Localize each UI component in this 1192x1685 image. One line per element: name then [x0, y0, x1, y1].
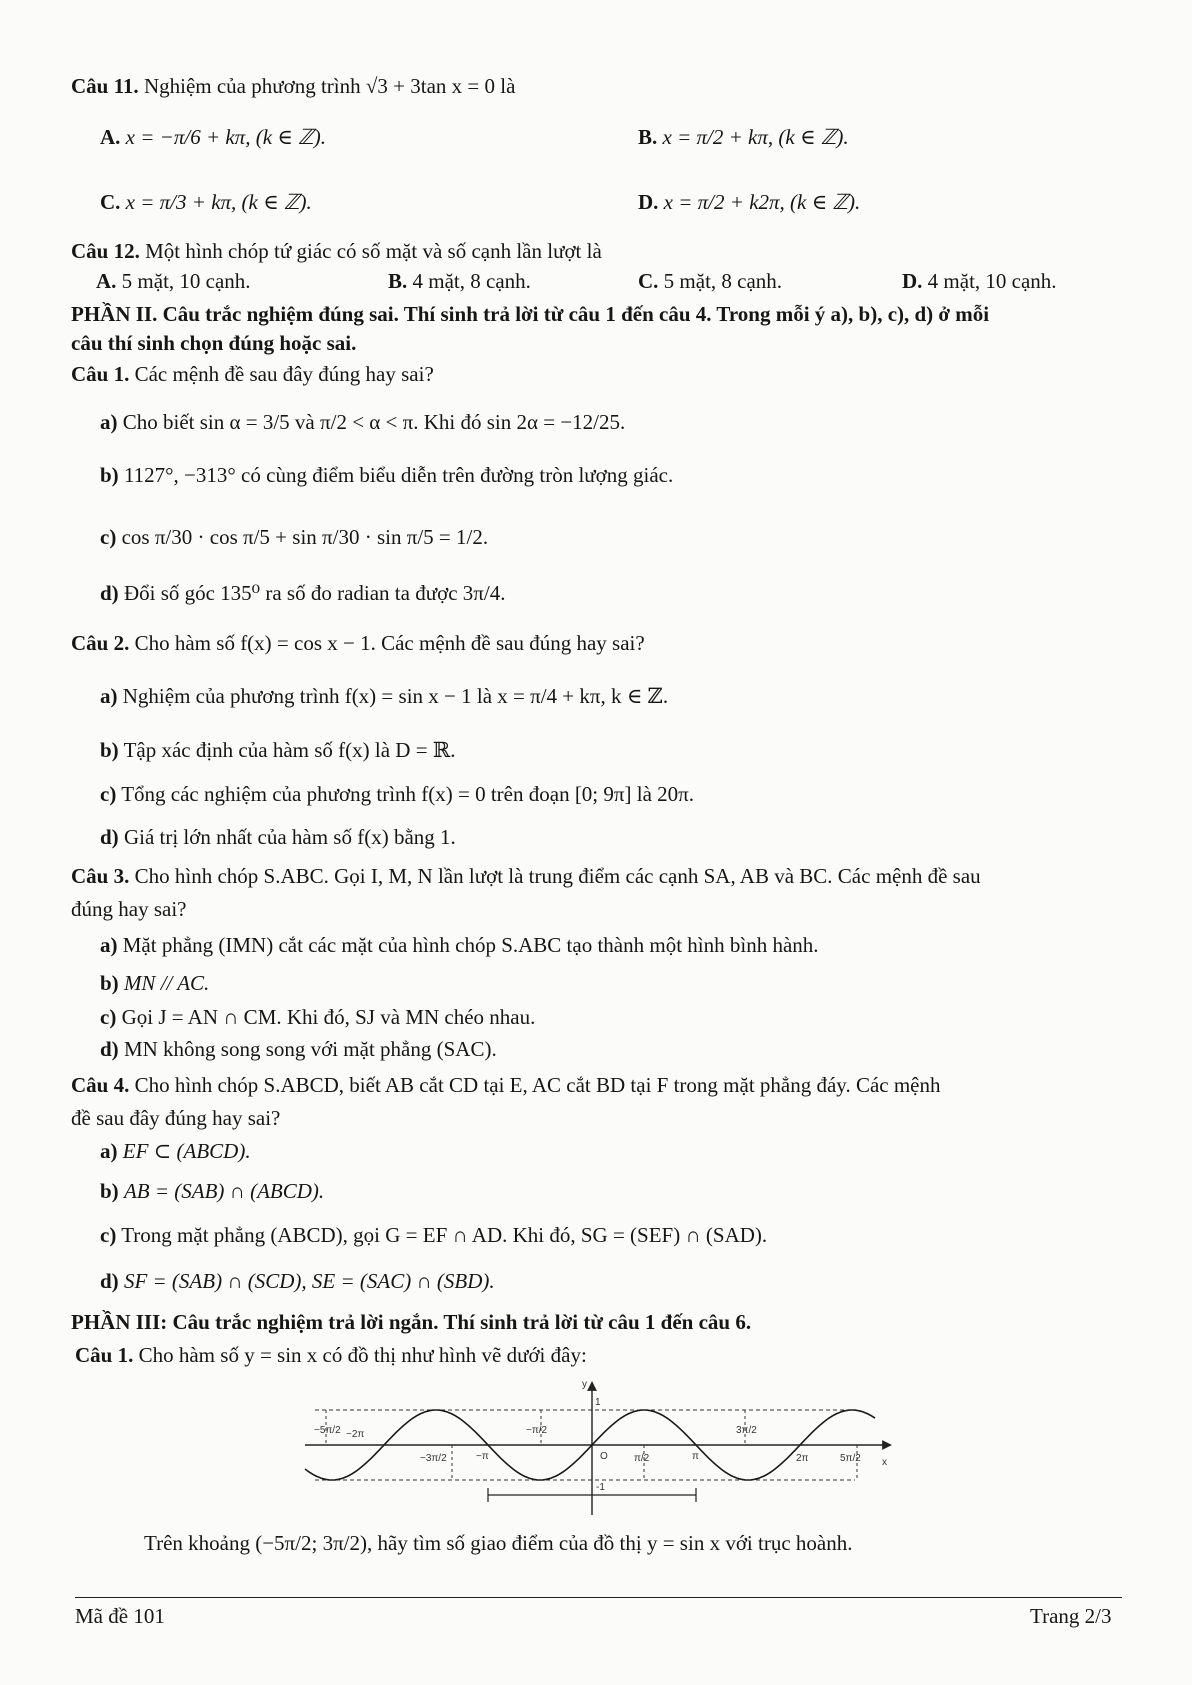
tick-3pi2-label: 3π/2	[736, 1425, 757, 1436]
q12-option-b	[388, 268, 531, 294]
question-label: Câu 2.	[71, 631, 130, 655]
p2-q3-a	[100, 932, 819, 958]
q11-text: Nghiệm của phương trình √3 + 3tan x = 0 là	[143, 74, 516, 98]
q11-option-d	[638, 189, 860, 215]
item-label: d)	[100, 1269, 119, 1293]
item-text: 1127°, −313° có cùng điểm biểu diễn trên đường tròn lượng giác.	[123, 463, 674, 487]
part2-heading-line1: PHẦN II. Câu trắc nghiệm đúng sai. Thí sinh trả lời từ câu 1 đến câu 4. Trong mỗi ý a), b), c), d) ở mỗi	[71, 302, 990, 326]
origin-label: O	[600, 1451, 608, 1462]
question-label: Câu 1.	[75, 1343, 134, 1367]
question-text: Cho hình chóp S.ABC. Gọi I, M, N lần lượt là trung điểm các cạnh SA, AB và BC. Các mệnh đề sau	[134, 864, 981, 888]
tick-pi-label: π	[692, 1451, 699, 1462]
p2-q4-stem	[71, 1072, 941, 1098]
p2-q2-d	[100, 824, 456, 850]
option-text: 4 mặt, 10 cạnh.	[927, 269, 1057, 293]
item-label: a)	[100, 684, 118, 708]
item-text: Cho biết sin α = 3/5 và π/2 < α < π. Khi đó sin 2α = −12/25.	[122, 410, 626, 434]
item-text: Nghiệm của phương trình f(x) = sin x − 1 là x = π/4 + kπ, k ∈ ℤ.	[122, 684, 669, 708]
p2-q4-c	[100, 1222, 767, 1248]
part2-heading-line2: câu thí sinh chọn đúng hoặc sai.	[71, 331, 357, 355]
sine-graph	[300, 1375, 900, 1520]
item-label: a)	[100, 933, 118, 957]
q12-label: Câu 12.	[71, 239, 140, 263]
page-number: Trang 2/3	[1030, 1604, 1112, 1628]
tick-mpi2-label: −π/2	[526, 1425, 548, 1436]
p2-q3-c	[100, 1004, 535, 1030]
p3-q1-ask: Trên khoảng (−5π/2; 3π/2), hãy tìm số giao điểm của đồ thị y = sin x với trục hoành.	[144, 1531, 853, 1555]
option-label: A.	[96, 269, 117, 293]
tick-m3pi2-label: −3π/2	[420, 1453, 447, 1464]
q11-option-a	[100, 124, 326, 150]
item-label: d)	[100, 825, 119, 849]
tick-m1-label: -1	[596, 1482, 605, 1493]
item-label: c)	[100, 525, 117, 549]
p2-q3-stem	[71, 863, 981, 889]
item-label: c)	[100, 782, 117, 806]
question-label: Câu 4.	[71, 1073, 130, 1097]
question-label: Câu 1.	[71, 362, 130, 386]
item-label: b)	[100, 971, 119, 995]
item-text: cos π/30 · cos π/5 + sin π/30 · sin π/5 = 1/2.	[121, 525, 489, 549]
item-text: Đổi số góc 135⁰ ra số đo radian ta được 3π/4.	[123, 581, 506, 605]
option-label: D.	[902, 269, 923, 293]
p2-q1-a	[100, 409, 625, 435]
q11-stem	[71, 73, 515, 99]
item-label: d)	[100, 581, 119, 605]
item-label: a)	[100, 1139, 118, 1163]
question-label: Câu 3.	[71, 864, 130, 888]
item-label: c)	[100, 1223, 117, 1247]
item-text: Trong mặt phẳng (ABCD), gọi G = EF ∩ AD. Khi đó, SG = (SEF) ∩ (SAD).	[121, 1223, 768, 1247]
option-text: 5 mặt, 8 cạnh.	[663, 269, 783, 293]
p2-q1-d	[100, 580, 505, 606]
q12-stem	[71, 238, 602, 264]
part3-heading: PHẦN III: Câu trắc nghiệm trả lời ngắn. Thí sinh trả lời từ câu 1 đến câu 6.	[71, 1310, 752, 1334]
tick-pi2-label: π/2	[634, 1453, 650, 1464]
question-text: Các mệnh đề sau đây đúng hay sai?	[134, 362, 434, 386]
option-text: 4 mặt, 8 cạnh.	[412, 269, 531, 293]
exam-code: Mã đề 101	[75, 1604, 165, 1628]
q11-label: Câu 11.	[71, 74, 139, 98]
item-text: AB = (SAB) ∩ (ABCD).	[123, 1179, 325, 1203]
q11-option-b	[638, 124, 849, 150]
p2-q4-b	[100, 1178, 324, 1204]
tick-m5pi2-label: −5π/2	[314, 1425, 341, 1436]
p2-q1-c	[100, 524, 488, 550]
q11-option-c	[100, 189, 312, 215]
q12-text: Một hình chóp tứ giác có số mặt và số cạnh lần lượt là	[145, 239, 602, 263]
p2-q2-c	[100, 781, 694, 807]
item-text: Tổng các nghiệm của phương trình f(x) = 0 trên đoạn [0; 9π] là 20π.	[121, 782, 694, 806]
option-label: B.	[388, 269, 408, 293]
p2-q2-stem	[71, 630, 645, 656]
p2-q4-stem-cont: đề sau đây đúng hay sai?	[71, 1106, 281, 1130]
item-text: MN không song song với mặt phẳng (SAC).	[123, 1037, 497, 1061]
q12-option-d	[902, 268, 1057, 294]
p2-q4-d	[100, 1268, 495, 1294]
item-text: Mặt phẳng (IMN) cắt các mặt của hình chóp S.ABC tạo thành một hình bình hành.	[122, 933, 819, 957]
p2-q3-d	[100, 1036, 497, 1062]
p2-q4-a	[100, 1138, 251, 1164]
item-label: b)	[100, 1179, 119, 1203]
tick-m2pi-label: −2π	[346, 1429, 365, 1440]
item-label: b)	[100, 463, 119, 487]
p2-q1-stem	[71, 361, 434, 387]
item-label: b)	[100, 738, 119, 762]
question-text: Cho hàm số y = sin x có đồ thị như hình vẽ dưới đây:	[138, 1343, 587, 1367]
option-text: x = π/2 + k2π, (k ∈ ℤ).	[663, 190, 861, 214]
p3-q1-stem	[75, 1342, 587, 1368]
option-text: x = π/2 + kπ, (k ∈ ℤ).	[662, 125, 849, 149]
tick-2pi-label: 2π	[796, 1453, 809, 1464]
option-text: 5 mặt, 10 cạnh.	[121, 269, 251, 293]
tick-mpi-label: −π	[476, 1451, 489, 1462]
option-label: A.	[100, 125, 121, 149]
item-text: Giá trị lớn nhất của hàm số f(x) bằng 1.	[123, 825, 456, 849]
tick-5pi2-label: 5π/2	[840, 1453, 861, 1464]
p2-q1-b	[100, 462, 673, 488]
y-axis-label: y	[582, 1379, 587, 1390]
item-label: a)	[100, 410, 118, 434]
item-text: Tập xác định của hàm số f(x) là D = ℝ.	[123, 738, 456, 762]
option-text: x = −π/6 + kπ, (k ∈ ℤ).	[125, 125, 326, 149]
item-text: SF = (SAB) ∩ (SCD), SE = (SAC) ∩ (SBD).	[123, 1269, 495, 1293]
option-label: C.	[100, 190, 121, 214]
item-label: c)	[100, 1005, 117, 1029]
q12-option-a	[96, 268, 251, 294]
option-label: C.	[638, 269, 659, 293]
item-text: Gọi J = AN ∩ CM. Khi đó, SJ và MN chéo nhau.	[121, 1005, 536, 1029]
p2-q3-b	[100, 970, 209, 996]
p2-q2-b	[100, 737, 456, 763]
option-text: x = π/3 + kπ, (k ∈ ℤ).	[125, 190, 312, 214]
p2-q3-stem-cont: đúng hay sai?	[71, 897, 187, 921]
item-text: MN // AC.	[123, 971, 210, 995]
x-axis-label: x	[882, 1457, 887, 1468]
item-label: d)	[100, 1037, 119, 1061]
item-text: EF ⊂ (ABCD).	[122, 1139, 251, 1163]
p2-q2-a	[100, 683, 668, 709]
q12-option-c	[638, 268, 782, 294]
footer-rule	[75, 1597, 1122, 1598]
option-label: D.	[638, 190, 659, 214]
question-text: Cho hình chóp S.ABCD, biết AB cắt CD tại E, AC cắt BD tại F trong mặt phẳng đáy. Các mệnh	[134, 1073, 941, 1097]
question-text: Cho hàm số f(x) = cos x − 1. Các mệnh đề sau đúng hay sai?	[134, 631, 645, 655]
tick-1-label: 1	[595, 1397, 601, 1408]
option-label: B.	[638, 125, 658, 149]
